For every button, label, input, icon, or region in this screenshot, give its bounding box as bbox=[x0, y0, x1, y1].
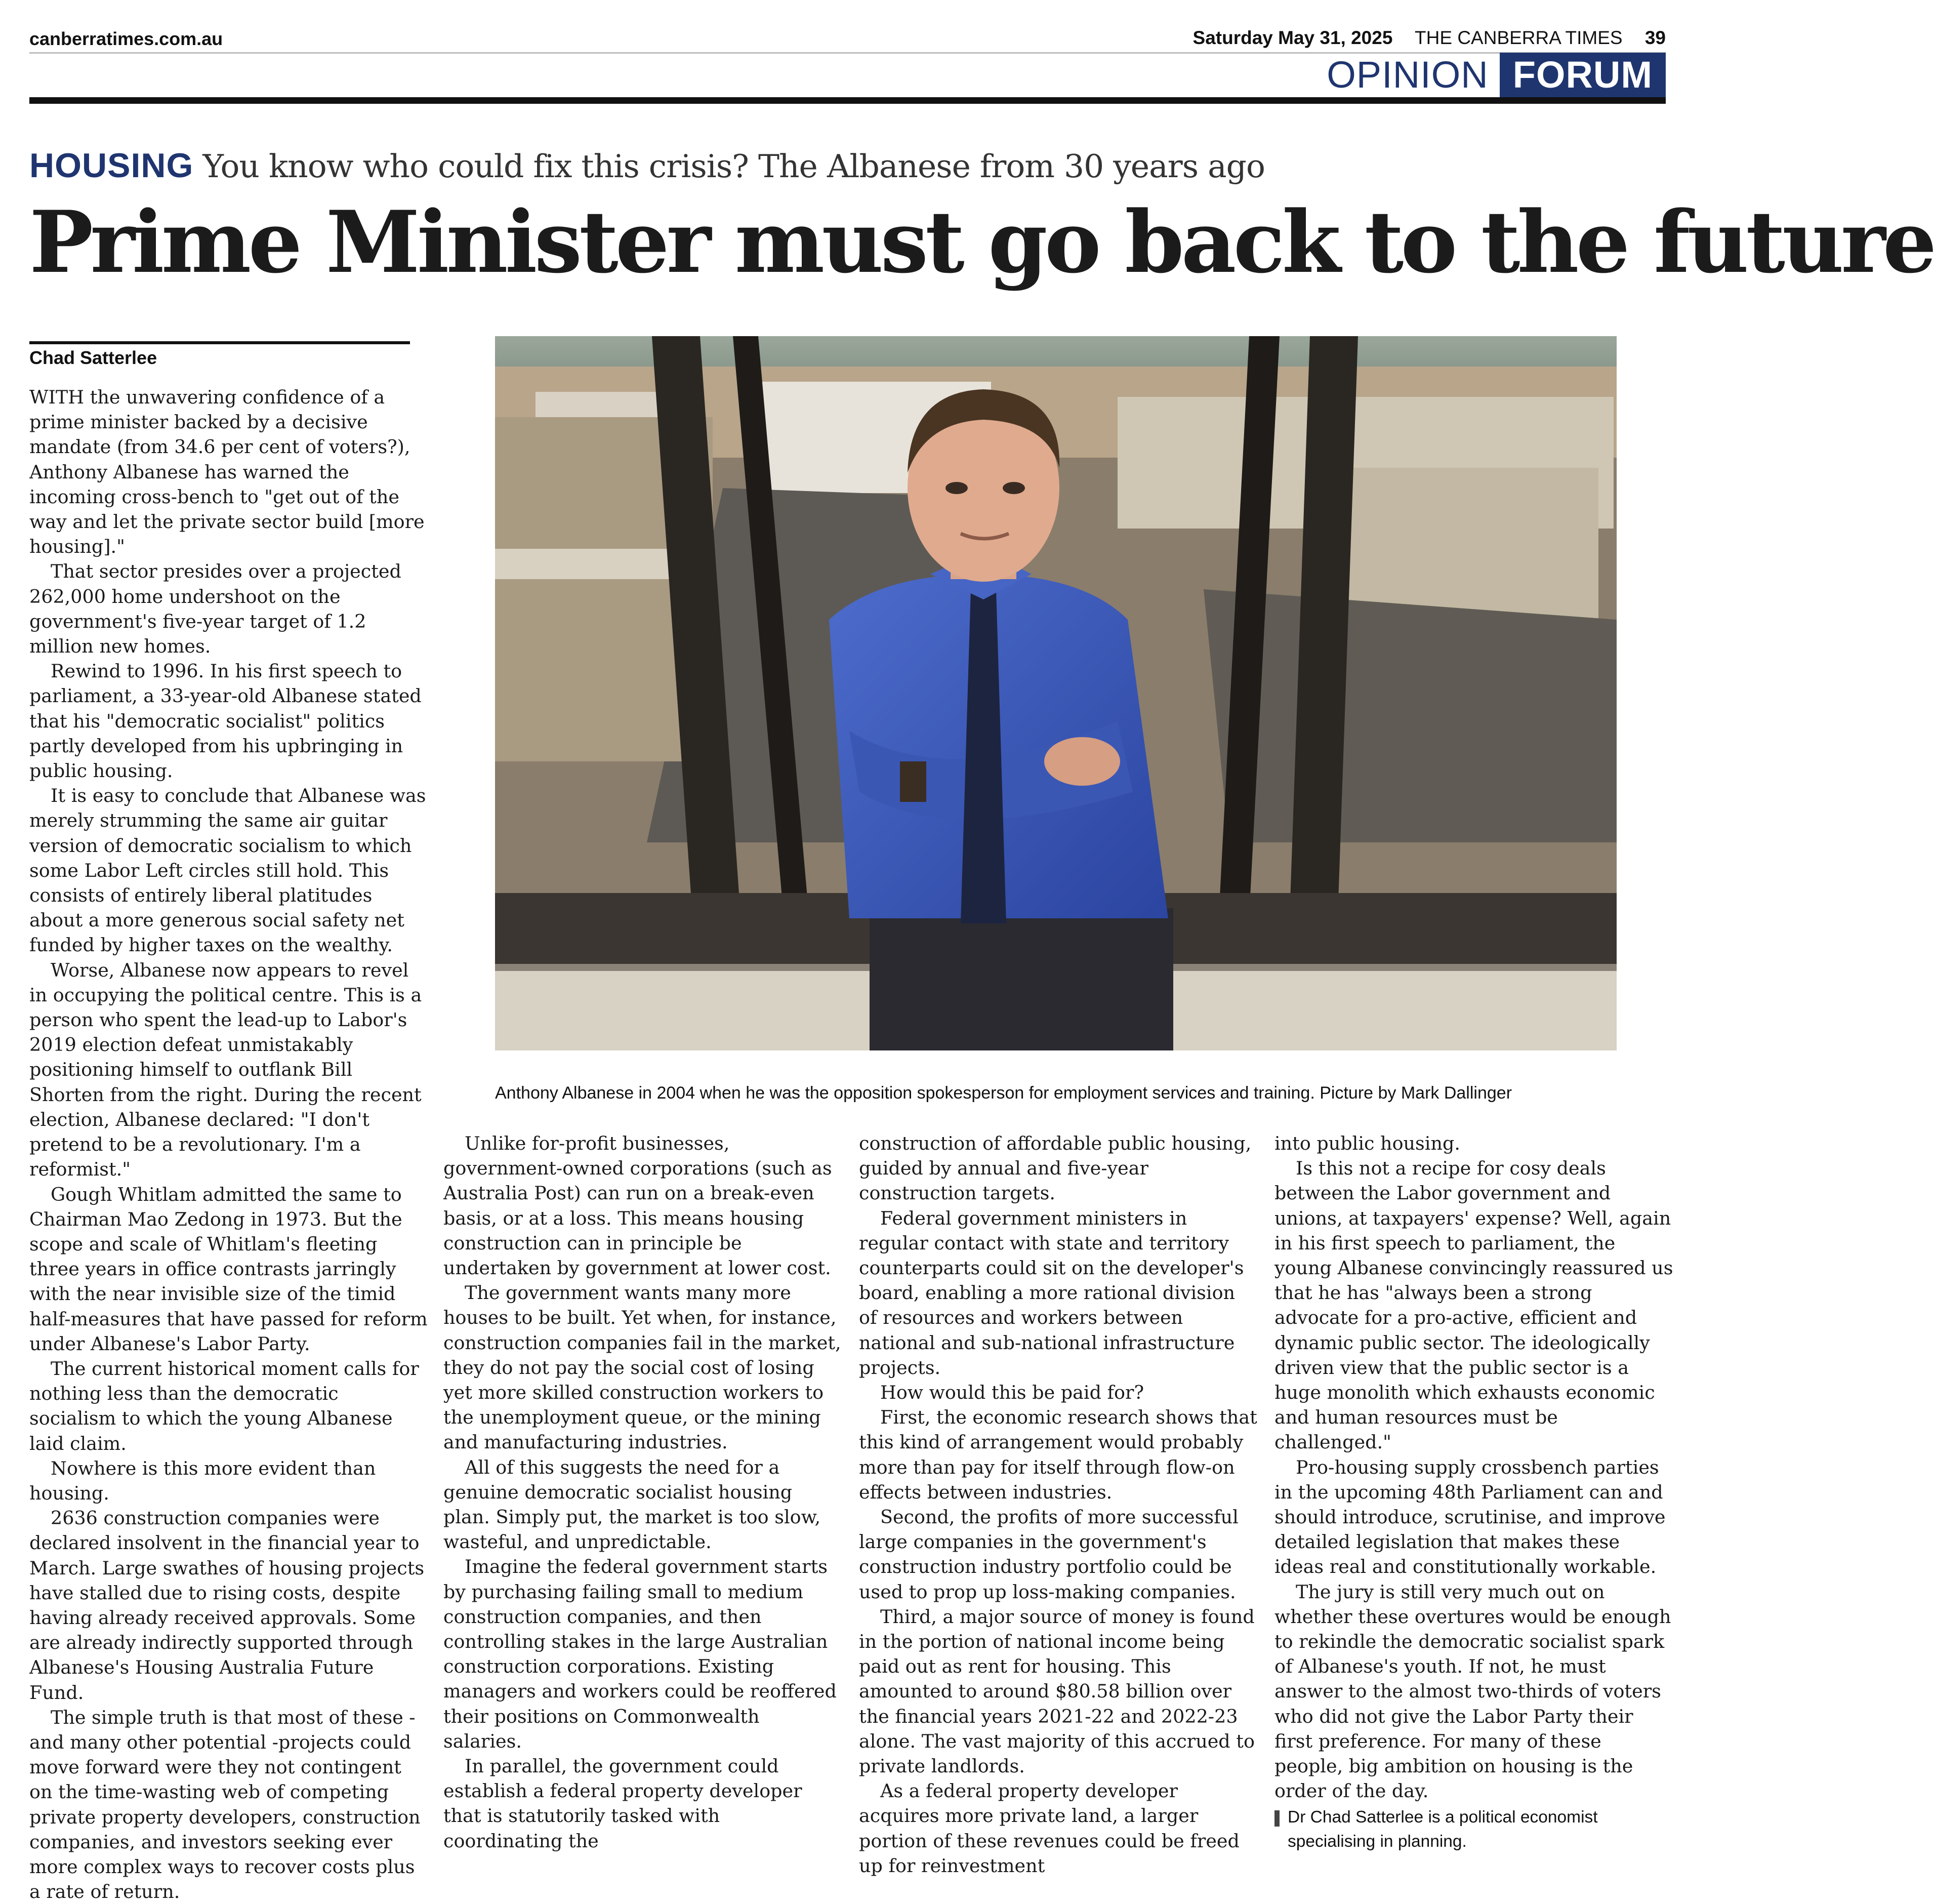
paragraph: Pro-housing supply crossbench parties in the upcoming 48th Parliament can and should introduce, scrutinise, and improve detailed legislation that makes these ideas real and constitutionally workable. bbox=[1274, 1456, 1666, 1578]
paragraph: 2636 construction companies were declared insolvent in the financial year to March. Large swathes of housing projects have stalled due to rising costs, despite having already received approvals. Some are already indirectly supported through Albanese's Housing Australia Future Fund. bbox=[29, 1507, 425, 1704]
article-column-2 bbox=[443, 1131, 843, 1853]
section-label bbox=[1315, 53, 1666, 97]
paragraph: Is this not a recipe for cosy deals between the Labor government and unions, at taxpayers' expense? Well, again in his first speech to parliament, the young Albanese convincingly reassured us that he has "always been a strong advocate for a pro-active, efficient and dynamic public sector. The ideologically driven view that the public sector is a huge monolith which exhausts economic and human resources must be challenged." bbox=[1274, 1157, 1673, 1453]
paragraph: WITH the unwavering confidence of a prime minister backed by a decisive mandate (from 34.6 per cent of voters?), Anthony Albanese has warned the incoming cross-bench to "get out of the way and let the private sector build [more housing]." bbox=[29, 386, 425, 558]
section-opinion: OPINION bbox=[1327, 54, 1489, 96]
paragraph: Unlike for-profit businesses, government-owned corporations (such as Australia Post) can run on a break-even basis, or at a loss. This means housing construction can in principle be undertaken by government at lower cost. bbox=[443, 1132, 832, 1279]
author-bio bbox=[1274, 1805, 1674, 1854]
article-column-1 bbox=[29, 385, 429, 1904]
headline: Prime Minister must go back to the future bbox=[29, 192, 1934, 292]
site-url: canberratimes.com.au bbox=[29, 28, 223, 49]
paragraph: Third, a major source of money is found in the portion of national income being paid out as rent for housing. This amounted to around $80.58 billion over the financial years 2021-22 and 2022-23 alone. The vast majority of this accrued to private landlords. bbox=[859, 1605, 1255, 1777]
issue-date: Saturday May 31, 2025 bbox=[1192, 27, 1393, 48]
page-number: 39 bbox=[1644, 27, 1666, 48]
paragraph: The government wants many more houses to be built. Yet when, for instance, construction companies fail in the market, they do not pay the social cost of losing yet more skilled construction workers to the unemployment queue, or the mining and manufacturing industries. bbox=[443, 1282, 841, 1453]
section-rule bbox=[29, 97, 1666, 104]
paragraph: In parallel, the government could establish a federal property developer that is statutorily tasked with coordinating the bbox=[443, 1755, 802, 1852]
paper-name: THE CANBERRA TIMES bbox=[1415, 27, 1623, 48]
kicker-text: You know who could fix this crisis? The Albanese from 30 years ago bbox=[202, 148, 1265, 185]
photo-illustration bbox=[495, 336, 1617, 1050]
paragraph: Rewind to 1996. In his first speech to parliament, a 33-year-old Albanese stated that his "democratic socialist" politics partly developed from his upbringing in public housing. bbox=[29, 660, 422, 782]
article-column-4 bbox=[1274, 1131, 1674, 1854]
byline-rule bbox=[29, 341, 410, 344]
paragraph: The jury is still very much out on whether these overtures would be enough to rekindle the democratic socialist spark of Albanese's youth. If not, he must answer to the almost two-thirds of voters who did not give the Labor Party their first preference. For many of these people, big ambition on housing is the order of the day. bbox=[1274, 1581, 1671, 1802]
paragraph: Second, the profits of more successful large companies in the government's construction industry portfolio could be used to prop up loss-making companies. bbox=[859, 1506, 1239, 1603]
paragraph: into public housing. bbox=[1274, 1132, 1460, 1154]
paragraph: The simple truth is that most of these - and many other potential -projects could move forward were they not contingent on the time-wasting web of competing private property developers, construction companies, and investors seeking ever more complex ways to recover costs plus a rate of return. bbox=[29, 1706, 421, 1903]
paragraph: All of this suggests the need for a genuine democratic socialist housing plan. Simply put, the market is too slow, wasteful, and unpredictable. bbox=[443, 1456, 821, 1553]
byline: Chad Satterlee bbox=[29, 347, 157, 368]
paragraph: Gough Whitlam admitted the same to Chairman Mao Zedong in 1973. But the scope and scale of Whitlam's fleeting three years in office contrasts jarringly with the near invisible size of the timid half-measures that have passed for reform under Albanese's Labor Party. bbox=[29, 1183, 428, 1355]
paragraph: As a federal property developer acquires more private land, a larger portion of these revenues could be freed up for reinvestment bbox=[859, 1780, 1240, 1877]
photo-caption: Anthony Albanese in 2004 when he was the opposition spokesperson for employment services and training. Picture by Mark Dallinger bbox=[495, 1083, 1512, 1103]
article-column-3 bbox=[859, 1131, 1259, 1878]
paragraph: The current historical moment calls for nothing less than the democratic socialism to which the young Albanese laid claim. bbox=[29, 1357, 419, 1454]
paragraph: Worse, Albanese now appears to revel in occupying the political centre. This is a person who spent the lead-up to Labor's 2019 election defeat unmistakably positioning himself to outflank Bill Shorten from the right. During the recent election, Albanese declared: "I don't pretend to be a revolutionary. I'm a reformist." bbox=[29, 959, 422, 1181]
paragraph: That sector presides over a projected 262,000 home undershoot on the government's five-year target of 1.2 million new homes. bbox=[29, 560, 401, 658]
masthead-info bbox=[1193, 27, 1666, 49]
kicker-tag: HOUSING bbox=[29, 146, 194, 185]
kicker bbox=[29, 146, 1265, 185]
paragraph: How would this be paid for? bbox=[880, 1382, 1144, 1404]
paragraph: It is easy to conclude that Albanese was merely strumming the same air guitar version of democratic socialism to which some Labor Left circles still hold. This consists of entirely liberal platitudes about a more generous social safety net funded by higher taxes on the wealthy. bbox=[29, 785, 426, 956]
bio-marker bbox=[1274, 1810, 1280, 1827]
paragraph: Imagine the federal government starts by purchasing failing small to medium construction companies, and then controlling stakes in the large Australian construction corporations. Existing managers and workers could be reoffered their positions on Commonwealth salaries. bbox=[443, 1556, 837, 1752]
paragraph: Nowhere is this more evident than housing. bbox=[29, 1457, 376, 1504]
author-bio-text: Dr Chad Satterlee is a political economist specialising in planning. bbox=[1288, 1808, 1598, 1851]
section-forum: FORUM bbox=[1500, 53, 1666, 97]
paragraph: Federal government ministers in regular contact with state and territory counterparts could sit on the developer's board, enabling a more rational division of resources and workers between national and sub-national infrastructure projects. bbox=[859, 1207, 1244, 1379]
paragraph: First, the economic research shows that this kind of arrangement would probably more than pay for itself through flow-on effects between industries. bbox=[859, 1406, 1257, 1503]
article-photo bbox=[495, 336, 1617, 1050]
paragraph: construction of affordable public housing, guided by annual and five-year construction targets. bbox=[859, 1132, 1252, 1204]
